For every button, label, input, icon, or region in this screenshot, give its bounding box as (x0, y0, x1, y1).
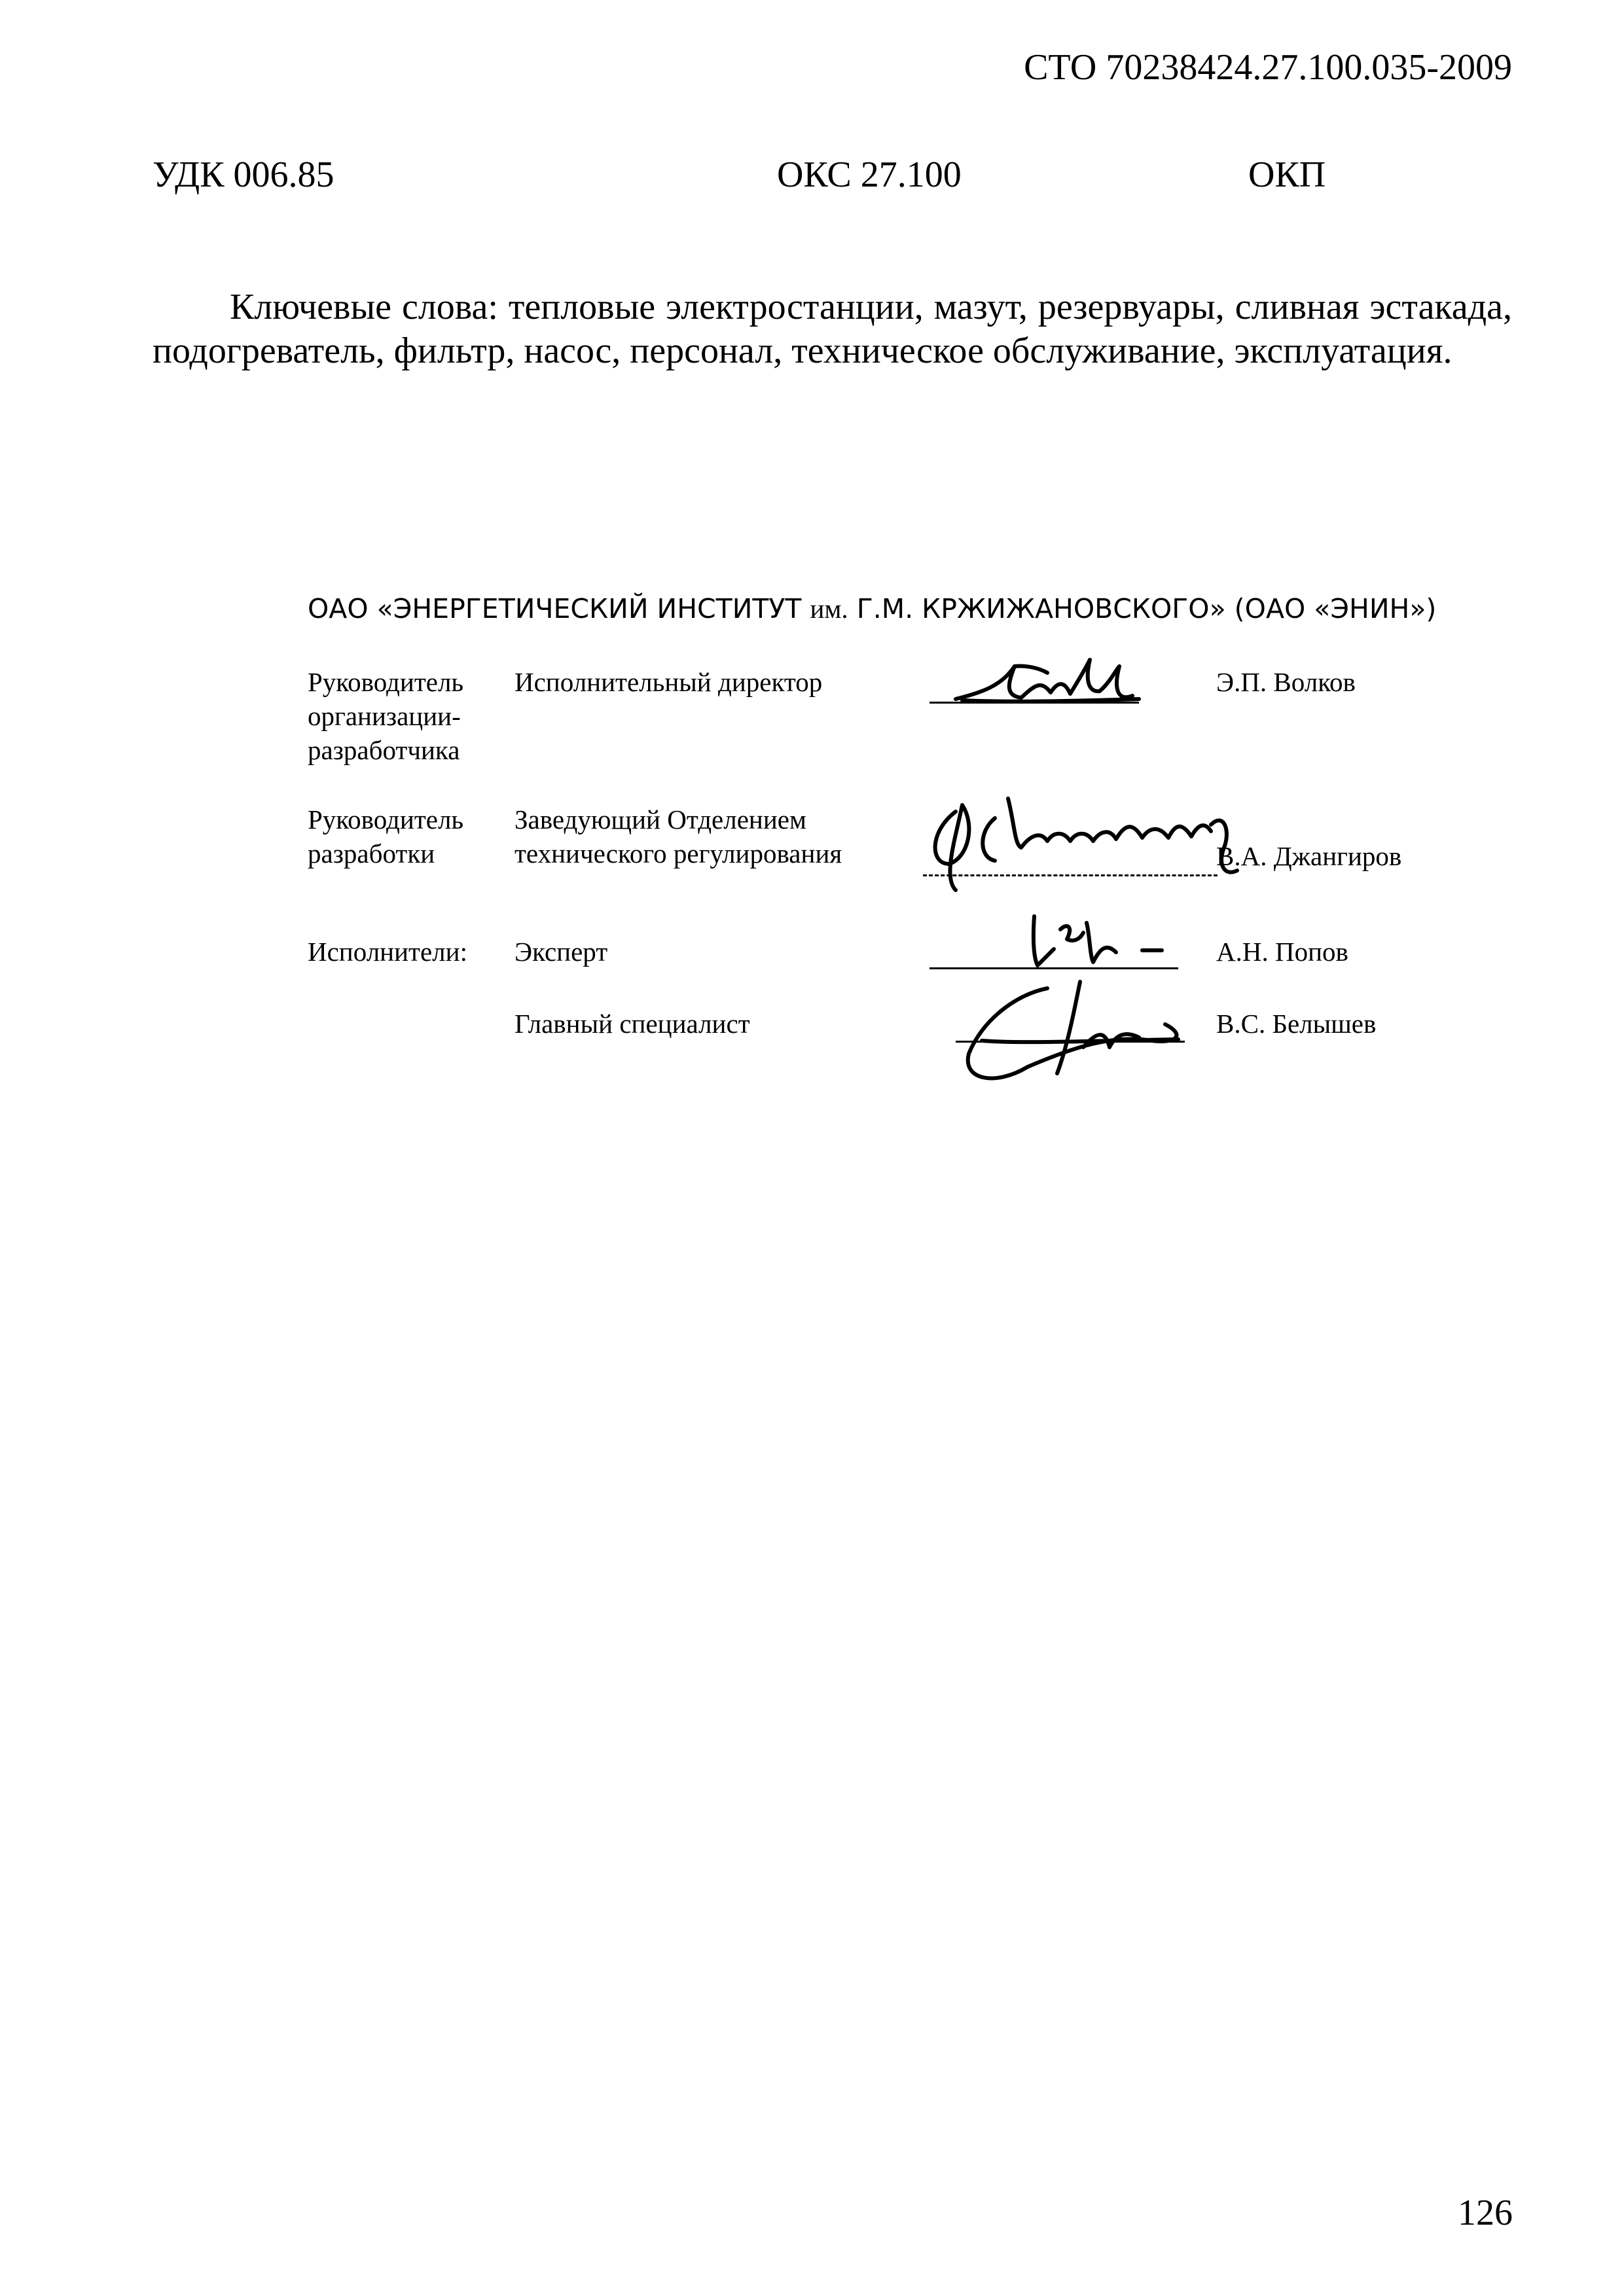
organization-name (308, 592, 1436, 626)
signatory-position: Заведующий Отделением технического регулирования (514, 804, 842, 869)
okp-code: ОКП (1248, 154, 1326, 195)
organization-name-part2: им. (810, 594, 848, 624)
signatory-role: Руководитель организации-разработчика (308, 667, 464, 765)
signatory-name: Э.П. Волков (1216, 667, 1356, 697)
signatory-position: Эксперт (514, 937, 608, 967)
oks-code: ОКС 27.100 (777, 154, 962, 195)
signatory-name: А.Н. Попов (1216, 937, 1348, 967)
document-code: СТО 70238424.27.100.035-2009 (1024, 47, 1512, 88)
udk-code: УДК 006.85 (153, 154, 334, 195)
signature-volkov (943, 647, 1159, 719)
signatory-name: В.А. Джангиров (1216, 841, 1402, 871)
signatory-position: Исполнительный директор (514, 667, 823, 697)
signature-belyshev (943, 975, 1204, 1100)
signatory-position: Главный специалист (514, 1009, 750, 1039)
organization-name-part1: ОАО «ЭНЕРГЕТИЧЕСКИЙ ИНСТИТУТ (308, 593, 802, 624)
signatory-name: В.С. Белышев (1216, 1009, 1377, 1039)
organization-name-part3: Г.М. КРЖИЖАНОВСКОГО» (ОАО «ЭНИН») (856, 593, 1437, 624)
page-number: 126 (1458, 2193, 1513, 2233)
signature-dzhangirov (916, 785, 1257, 897)
signatory-role: Руководитель разработки (308, 804, 464, 869)
signature-popov (1021, 903, 1178, 975)
signatory-role: Исполнители: (308, 937, 467, 967)
keywords-paragraph: Ключевые слова: тепловые электростанции, мазут, резервуары, сливная эстакада, подогреватель, фильтр, насос, персонал, техническое обслуживание, эксплуатация. (153, 287, 1512, 371)
